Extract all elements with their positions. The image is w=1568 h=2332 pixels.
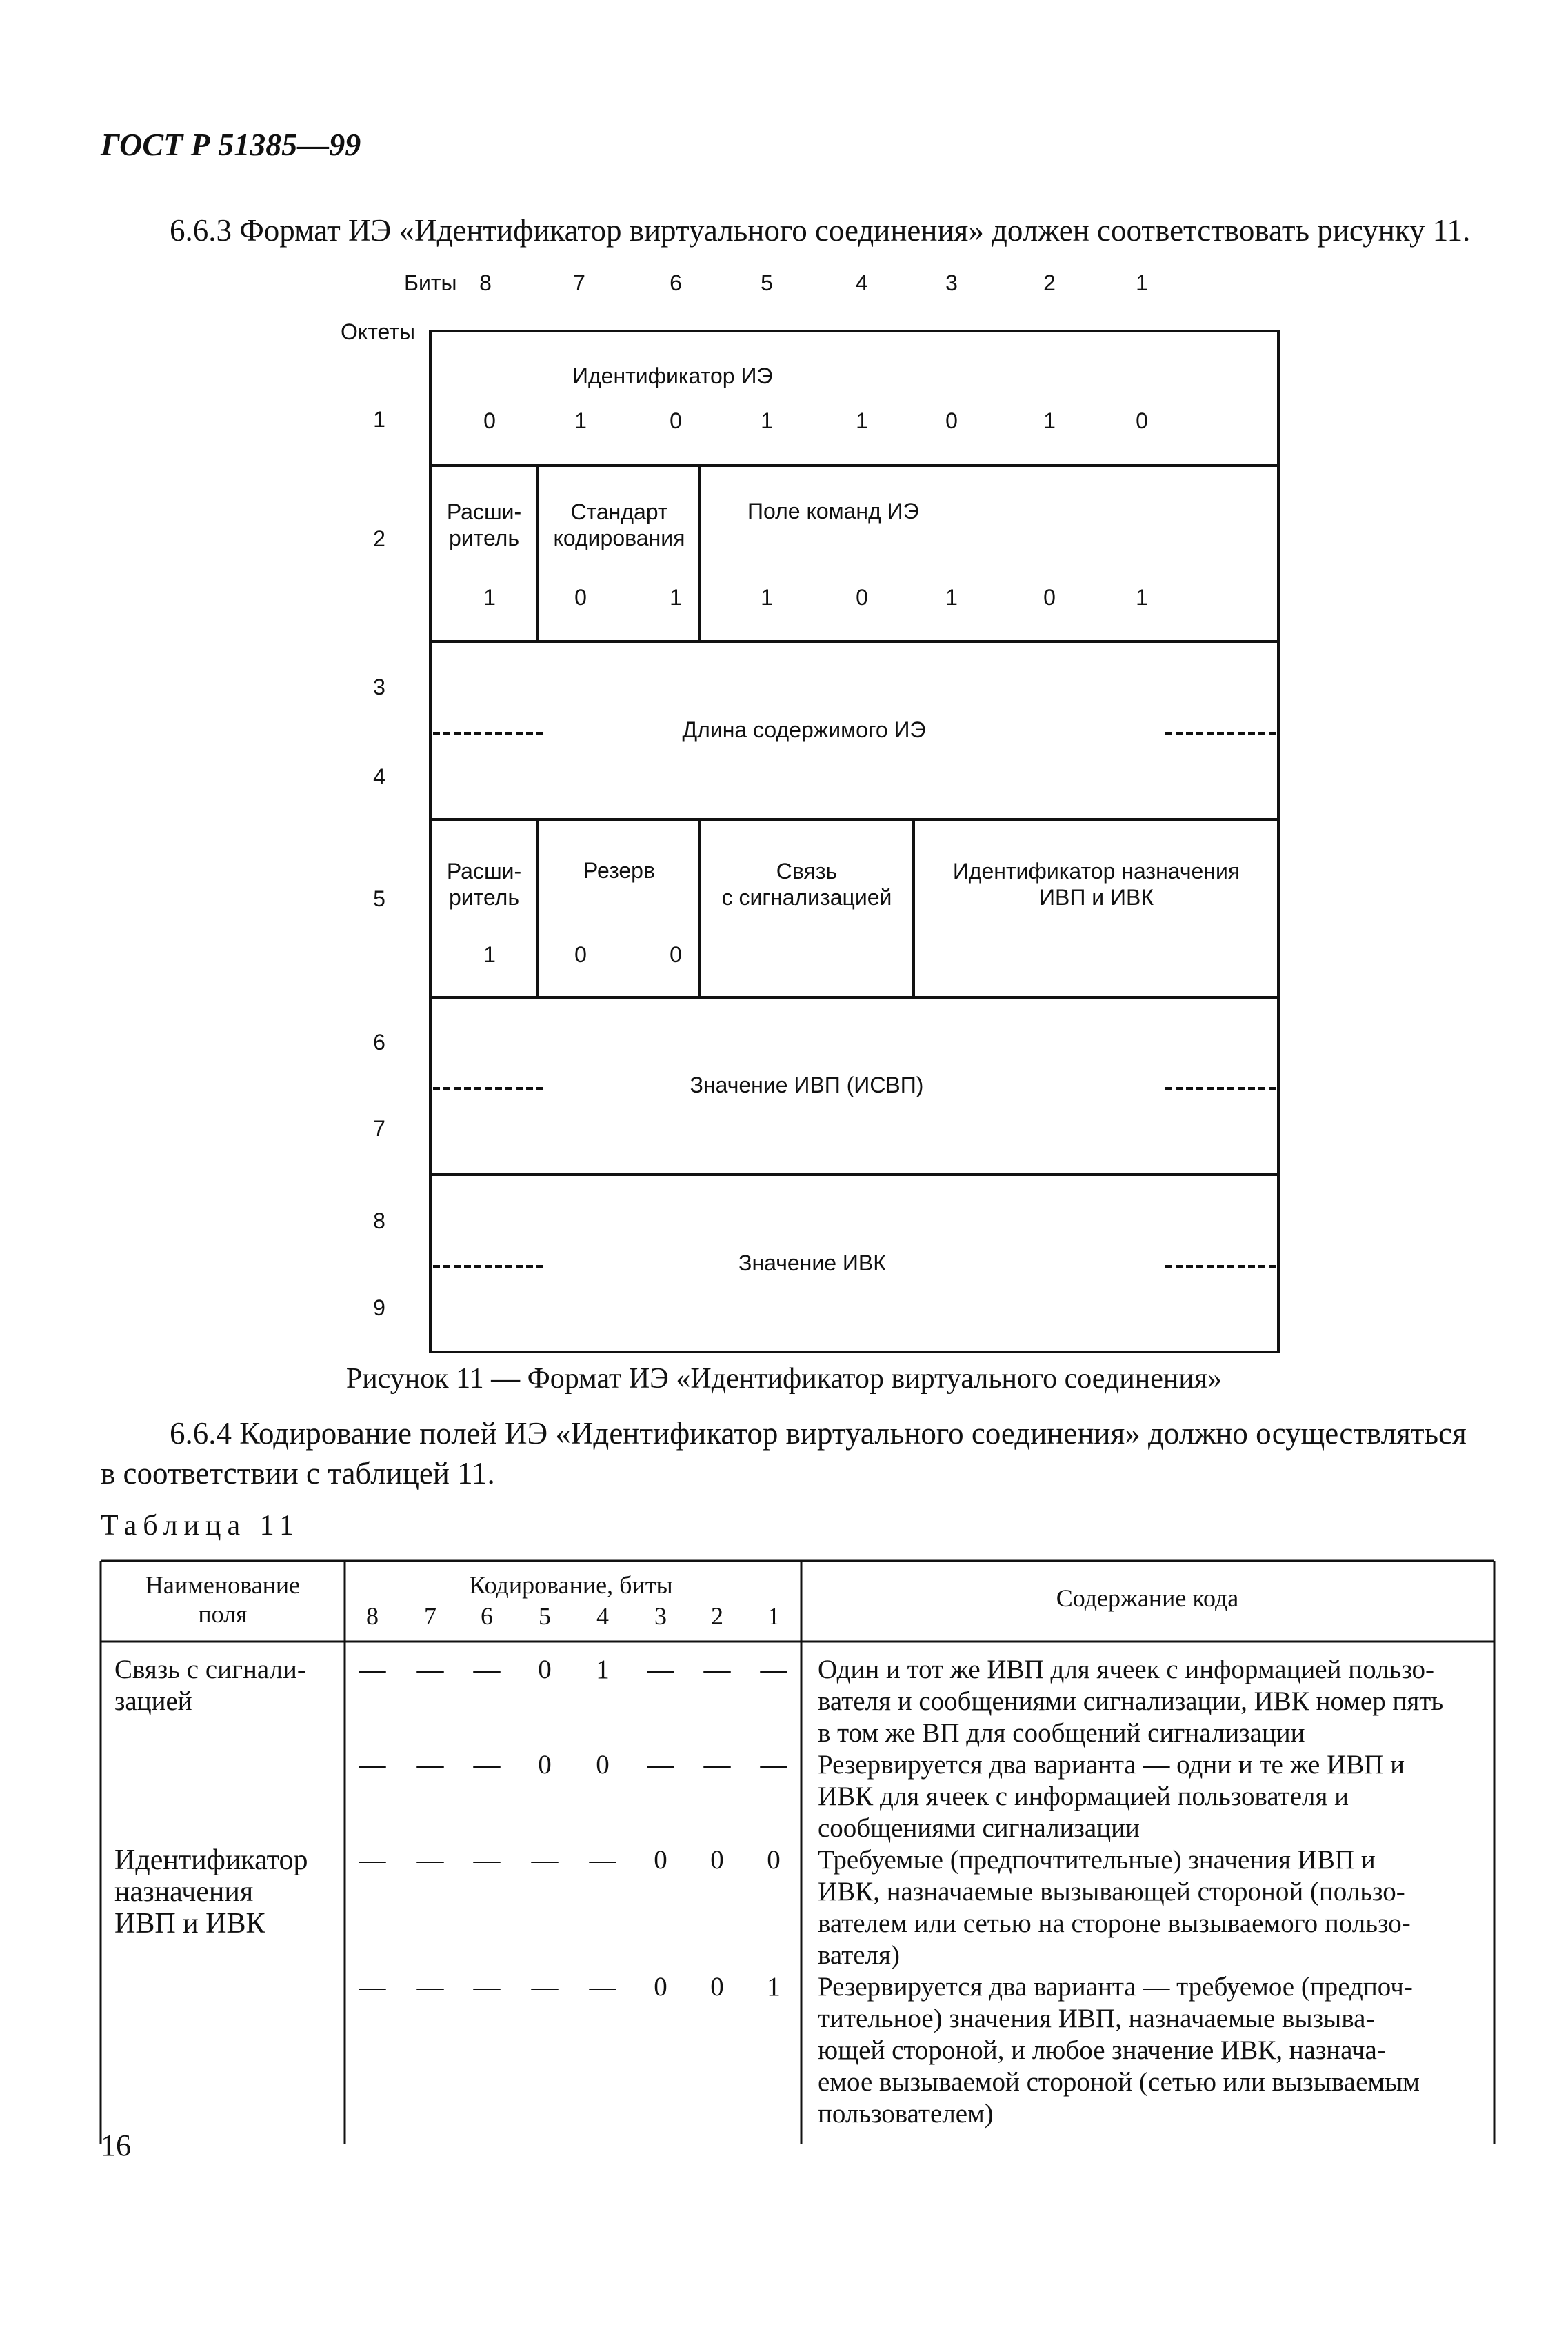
row1-bit-3: — [647,1655,674,1684]
row4-bit-2: 0 [710,1972,724,2002]
bit-header-7: 7 [573,270,585,295]
octet2-bit-3: 1 [945,585,958,610]
octet5-extension-label: Расши- ритель [446,859,522,910]
signalling-link-label: Связь с сигнализацией [721,859,892,910]
bit-header-3: 3 [945,270,958,295]
octet1-bit-3: 0 [945,408,958,433]
row2-bit-8: — [359,1750,386,1780]
figure-11-caption: Рисунок 11 — Формат ИЭ «Идентификатор виртуального соединения» [345,1363,1223,1395]
bit-header-1: 1 [1136,270,1148,295]
bits-label: Биты [404,270,457,295]
row2-bit-3: — [647,1750,674,1780]
octet2-bit-2: 0 [1043,585,1056,610]
bit-header-2: 2 [1043,270,1056,295]
reserve-label: Резерв [583,858,655,883]
octet-number-1: 1 [373,407,385,432]
table-header-bit-6: 6 [481,1602,493,1630]
table-header-coding: Кодирование, биты [469,1571,673,1599]
bit-header-5: 5 [761,270,773,295]
row4-bit-7: — [416,1972,444,2002]
octet1-bit-8: 0 [483,408,496,433]
row4-bit-8: — [359,1972,386,2002]
row3-bit-8: — [359,1845,386,1875]
row2-bit-6: — [473,1750,501,1780]
page-number: 16 [101,2129,131,2162]
row2-bit-4: 0 [596,1750,610,1780]
table-header-field-name: Наименование поля [145,1571,301,1628]
section-6-6-4-text-line2: в соответствии с таблицей 11. [101,1456,495,1491]
vpi-value-label: Значение ИВП (ИСВП) [690,1073,924,1097]
section-6-6-3-text: 6.6.3 Формат ИЭ «Идентификатор виртуального соединения» должен соответствовать рисунку 11. [170,213,1471,248]
octet5-bit-8: 1 [483,942,496,967]
octet2-bit-8: 1 [483,585,496,610]
octet1-bit-7: 1 [574,408,587,433]
row4-bit-4: — [589,1972,616,2002]
octet2-bit-1: 1 [1136,585,1148,610]
row3-content: Требуемые (предпочтительные) значения ИВП и ИВК, назначаемые вызывающей стороной (пользо- вателем или сетью на стороне вызываемого пользо- вателя) [818,1845,1411,1970]
octet-number-9: 9 [373,1295,385,1320]
octet1-bit-4: 1 [856,408,868,433]
row1-bit-6: — [473,1655,501,1684]
octet2-bit-6: 1 [670,585,682,610]
row4-bit-5: — [531,1972,559,2002]
destination-identifier-label: Идентификатор назначения ИВП и ИВК [952,859,1240,910]
ie-identifier-label: Идентификатор ИЭ [572,363,773,388]
table-header-bit-3: 3 [654,1602,667,1630]
table-header-bit-4: 4 [596,1602,609,1630]
octet2-extension-label: Расши- ритель [446,499,522,550]
row1-bit-4: 1 [596,1655,610,1684]
octet5-bit-6: 0 [670,942,682,967]
row3-bit-2: 0 [710,1845,724,1875]
coding-standard-label: Стандарт кодирования [553,499,685,550]
bit-header-6: 6 [670,270,682,295]
table-header-bit-8: 8 [366,1602,379,1630]
row2-bit-5: 0 [538,1750,552,1780]
ie-command-field-label: Поле команд ИЭ [747,499,919,524]
row2-bit-1: — [760,1750,787,1780]
row1-bit-5: 0 [538,1655,552,1684]
document-number: ГОСТ Р 51385—99 [101,127,361,162]
octet2-bit-4: 0 [856,585,868,610]
section-6-6-4-text-line1: 6.6.4 Кодирование полей ИЭ «Идентификатор виртуального соединения» должно осуществляться [170,1416,1467,1451]
row4-content: Резервируется два варианта — требуемое (предпоч- тительное) значения ИВП, назначаемые вызыва- ющей стороной, и любое значение ИВК, назнача- емое вызываемой стороной (сетью или вызываемым пользователем) [818,1972,1420,2129]
octet-number-4: 4 [373,764,385,789]
row2-bit-2: — [703,1750,731,1780]
table-header-bit-5: 5 [539,1602,551,1630]
table-header-bit-7: 7 [424,1602,436,1630]
row4-bit-6: — [473,1972,501,2002]
vci-value-label: Значение ИВК [738,1250,886,1275]
octet1-bit-5: 1 [761,408,773,433]
octet-number-7: 7 [373,1116,385,1141]
octet-number-8: 8 [373,1208,385,1233]
octet1-bit-6: 0 [670,408,682,433]
row3-bit-4: — [589,1845,616,1875]
row4-bit-1: 1 [767,1972,781,2002]
table-header-content: Содержание кода [1056,1584,1239,1612]
row1-bit-1: — [760,1655,787,1684]
octet-number-3: 3 [373,675,385,699]
ie-content-length-label: Длина содержимого ИЭ [682,717,926,742]
row1-bit-7: — [416,1655,444,1684]
row2-content: Резервируется два варианта — одни и те же ИВП и ИВК для ячеек с информацией пользователя и сообщениями сигнализации [818,1750,1405,1843]
row3-bit-6: — [473,1845,501,1875]
row1-bit-8: — [359,1655,386,1684]
row3-bit-3: 0 [654,1845,667,1875]
octet2-bit-5: 1 [761,585,773,610]
table-header-bit-2: 2 [711,1602,723,1630]
octet1-bit-2: 1 [1043,408,1056,433]
octet-number-5: 5 [373,886,385,911]
table-header-bit-1: 1 [767,1602,780,1630]
field-name-signalling-link: Связь с сигнали- зацией [114,1655,306,1716]
row3-bit-7: — [416,1845,444,1875]
row4-bit-3: 0 [654,1972,667,2002]
row3-bit-1: 0 [767,1845,781,1875]
field-name-destination-identifier: Идентификатор назначения ИВП и ИВК [114,1844,308,1940]
octet1-bit-1: 0 [1136,408,1148,433]
bit-header-4: 4 [856,270,868,295]
row2-bit-7: — [416,1750,444,1780]
octet-number-6: 6 [373,1030,385,1055]
octet-number-2: 2 [373,526,385,551]
row3-bit-5: — [531,1845,559,1875]
row1-content: Один и тот же ИВП для ячеек с информацией пользо- вателя и сообщениями сигнализации, ИВК номер пять в том же ВП для сообщений сигнализации [818,1655,1444,1748]
bit-header-8: 8 [479,270,492,295]
row1-bit-2: — [703,1655,731,1684]
table-11-caption: Таблица 11 [101,1510,301,1542]
octet5-bit-7: 0 [574,942,587,967]
octets-label: Октеты [341,319,415,344]
octet2-bit-7: 0 [574,585,587,610]
